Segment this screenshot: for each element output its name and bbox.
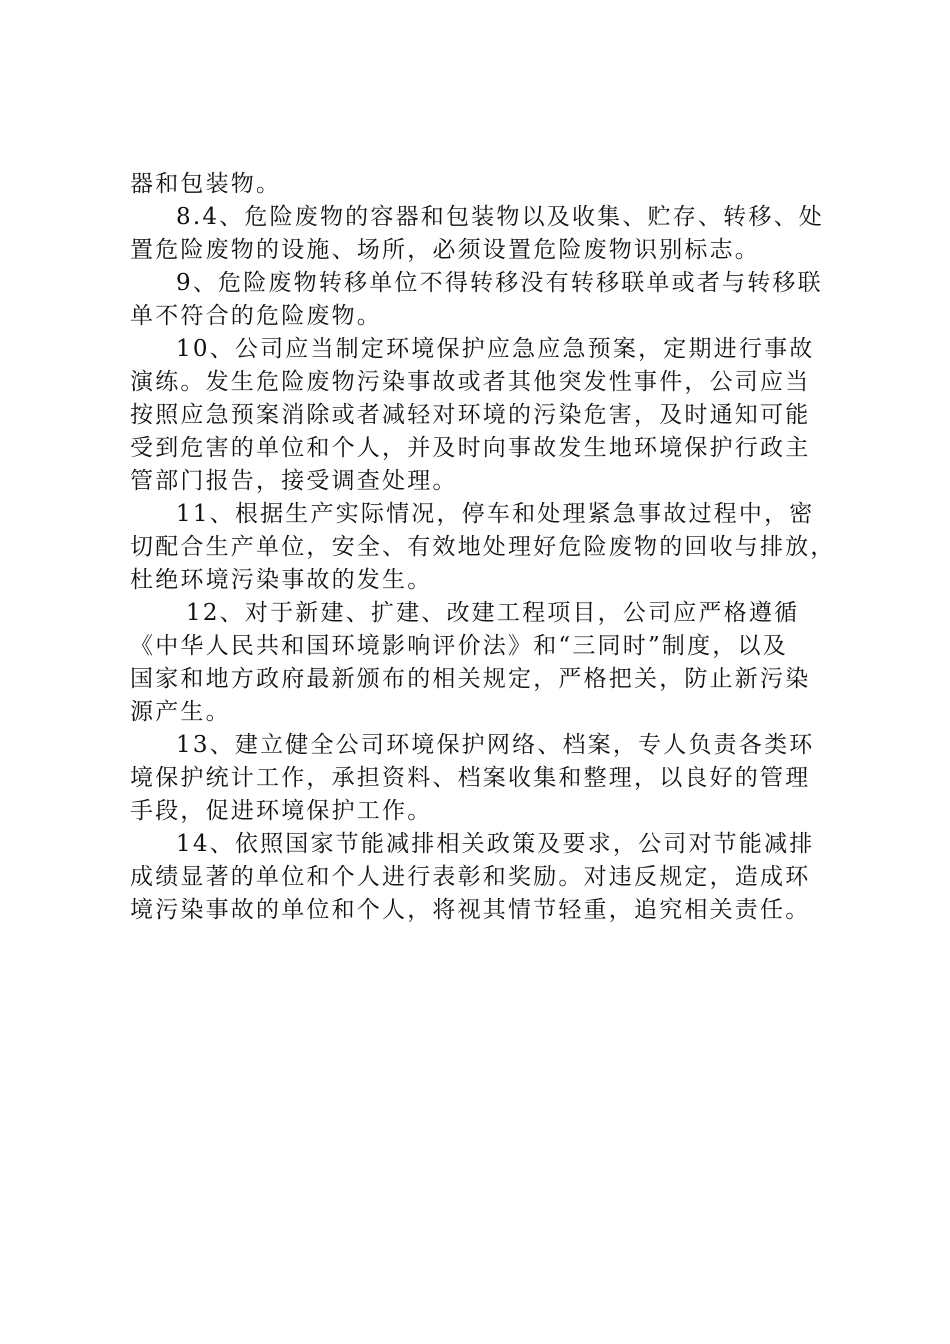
text-line: 受到危害的单位和个人，并及时向事故发生地环境保护行政主 [130, 435, 811, 461]
text-line: 境污染事故的单位和个人，将视其情节轻重，追究相关责任。 [130, 897, 811, 923]
text-line: 单不符合的危险废物。 [130, 303, 382, 329]
text-line: 成绩显著的单位和个人进行表彰和奖励。对违反规定，造成环 [130, 864, 811, 890]
text-line: 9、危险废物转移单位不得转移没有转移联单或者与转移联 [176, 270, 823, 296]
text-line: 源产生。 [130, 699, 231, 725]
text-line: 13、建立健全公司环境保护网络、档案，专人负责各类环 [176, 732, 815, 758]
text-line: 演练。发生危险废物污染事故或者其他突发性事件，公司应当 [130, 369, 811, 395]
text-line: 14、依照国家节能减排相关政策及要求，公司对节能减排 [176, 831, 815, 857]
text-line: 管部门报告，接受调查处理。 [130, 468, 458, 494]
text-line: 8.4、危险废物的容器和包装物以及收集、贮存、转移、处 [176, 204, 824, 230]
document-body [130, 168, 836, 927]
text-line: 12、对于新建、扩建、改建工程项目，公司应严格遵循 [186, 600, 800, 626]
text-line: 国家和地方政府最新颁布的相关规定，严格把关，防止新污染 [130, 666, 811, 692]
text-line: 《中华人民共和国环境影响评价法》和“三同时”制度，以及 [130, 633, 788, 659]
text-line: 置危险废物的设施、场所，必须设置危险废物识别标志。 [130, 237, 760, 263]
text-line: 10、公司应当制定环境保护应急应急预案，定期进行事故 [176, 336, 815, 362]
text-line: 杜绝环境污染事故的发生。 [130, 567, 433, 593]
text-line: 手段，促进环境保护工作。 [130, 798, 433, 824]
text-line: 11、根据生产实际情况，停车和处理紧急事故过程中，密 [176, 501, 815, 527]
text-line: 按照应急预案消除或者减轻对环境的污染危害，及时通知可能 [130, 402, 811, 428]
text-line: 境保护统计工作，承担资料、档案收集和整理，以良好的管理 [130, 765, 811, 791]
text-line: 切配合生产单位，安全、有效地处理好危险废物的回收与排放， [130, 534, 836, 560]
text-line: 器和包装物。 [130, 171, 282, 197]
